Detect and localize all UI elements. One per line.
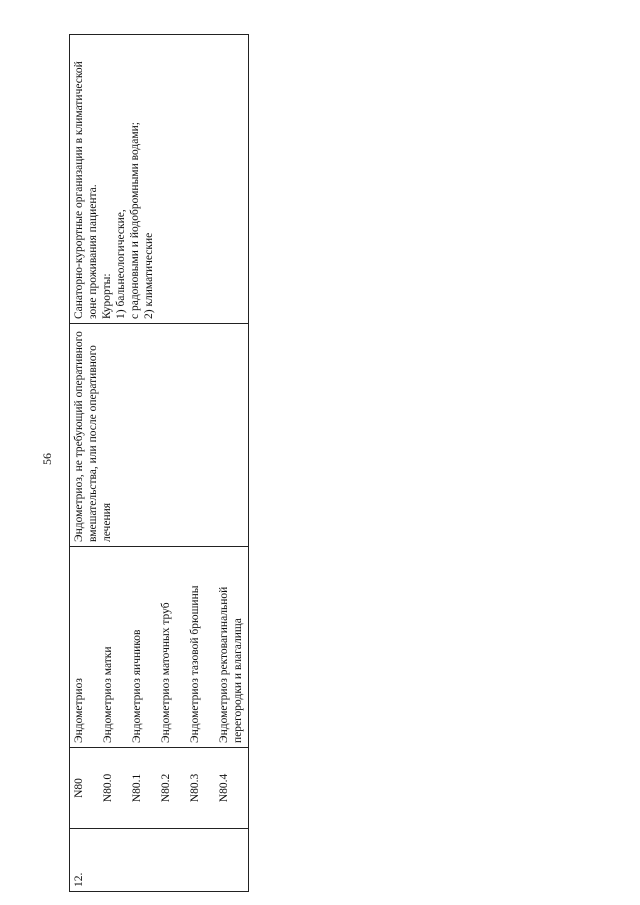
condition-text: Эндометриоз, не требующий оперативного вмешательства, или после оперативного лечения — [73, 331, 113, 542]
diagnosis-names-cell — [70, 547, 249, 748]
resort-cell — [70, 35, 249, 324]
resort-line: Санаторно-курортные организации в климатической зоне проживания пациента. — [73, 61, 99, 319]
resort-text-list — [72, 39, 156, 319]
table-row — [70, 35, 249, 892]
diagnosis-name: Эндометриоз яичников — [131, 629, 143, 743]
row-number: 12. — [73, 872, 85, 887]
icd-code: N80.0 — [102, 773, 114, 803]
row-number-cell — [70, 829, 249, 892]
page-number: 56 — [40, 453, 54, 465]
diagnosis-name: Эндометриоз ректовагинальной перегородки и влагалища — [218, 586, 244, 743]
codes-cell — [70, 748, 249, 829]
resort-line: 1) бальнеологические, — [115, 209, 127, 319]
diagnosis-name: Эндометриоз матки — [102, 646, 114, 743]
icd-code-list — [72, 752, 246, 824]
diagnosis-name: Эндометриоз тазовой брюшины — [189, 585, 201, 743]
icd-code: N80 — [73, 778, 85, 798]
diagnosis-name: Эндометриоз — [73, 678, 85, 743]
icd-code: N80.4 — [218, 773, 230, 803]
resort-line: с радоновыми и йодобромными водами; — [129, 122, 141, 319]
treatment-table — [69, 34, 249, 892]
icd-code: N80.3 — [189, 773, 201, 803]
condition-cell — [70, 324, 249, 547]
diagnosis-name-list — [72, 551, 246, 743]
resort-line: Курорты: — [101, 273, 113, 319]
resort-line: 2) климатические — [143, 232, 155, 319]
diagnosis-name: Эндометриоз маточных труб — [160, 602, 172, 743]
icd-code: N80.2 — [160, 773, 172, 803]
rotated-page — [15, 12, 244, 892]
icd-code: N80.1 — [131, 773, 143, 803]
